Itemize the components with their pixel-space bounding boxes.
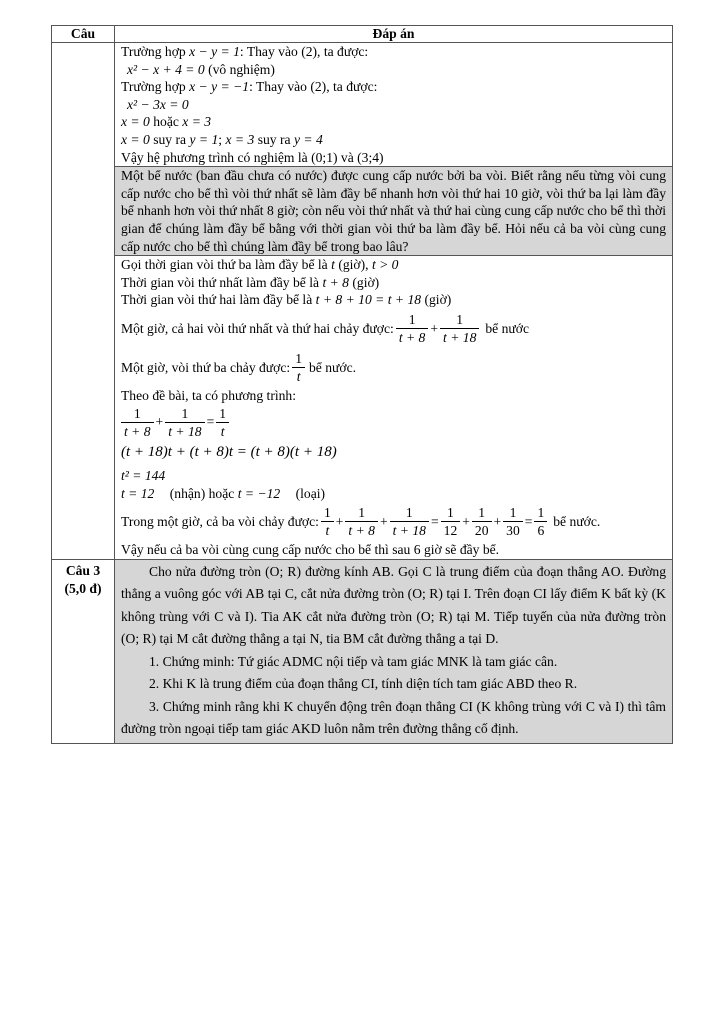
fraction: $\frac{1}{t + 8}$	[345, 504, 378, 539]
solution-line-1: Gọi thời gian vòi thứ ba làm đầy bể là t (giờ), t > 0	[121, 257, 399, 273]
fraction: $\frac{1}{t + 8}$	[396, 311, 429, 346]
fraction: $\frac{1}{t + 18}$	[390, 504, 429, 539]
fraction: $\frac{1}{t + 18}$	[165, 405, 204, 440]
three-taps-rate-line: Trong một giờ, cả ba vòi chảy được: $\frac{1}{t}$ + $\frac{1}{t + 8}$ + $\frac{1}{t + 18}$ = $\frac{1}{12}$ + $\frac{1}{20}$ + $\frac{1}{30}$ = $\frac{1}{6}$ bể nước.	[121, 505, 601, 539]
table-row	[52, 559, 673, 743]
fraction: $\frac{1}{6}$	[534, 504, 547, 539]
table-header-row	[52, 26, 673, 43]
expanded-equation: (t + 18)t + (t + 8)t = (t + 8)(t + 18)	[121, 443, 337, 460]
equation-no-solution: x² − x + 4 = 0 (vô nghiệm)	[127, 61, 275, 77]
question-3-item-1: 1. Chứng minh: Tứ giác ADMC nội tiếp và tam giác MNK là tam giác cân.	[149, 653, 558, 669]
fraction: $\frac{1}{t}$	[321, 504, 334, 539]
fraction: $\frac{1}{t}$	[216, 405, 229, 440]
solution-line-2: Thời gian vòi thứ nhất làm đầy bể là t + 8 (giờ)	[121, 274, 380, 290]
equation-quadratic: x² − 3x = 0	[127, 96, 189, 112]
fraction: $\frac{1}{t}$	[292, 350, 305, 385]
fraction: $\frac{1}{20}$	[472, 504, 492, 539]
header-cau: Câu	[52, 26, 115, 43]
header-dap-an: Đáp án	[115, 26, 673, 43]
third-tap-rate-line: Một giờ, vòi thứ ba chảy được: $\frac{1}{t}$ bể nước.	[121, 350, 356, 384]
final-conclusion: Vậy nếu cả ba vòi cùng cung cấp nước cho bể thì sau 6 giờ sẽ đầy bể.	[121, 542, 500, 558]
rate-equation: $\frac{1}{t + 8}$ + $\frac{1}{t + 18}$ = $\frac{1}{t}$	[121, 405, 666, 440]
empty-cau-cell	[52, 43, 115, 560]
two-taps-rate-line: Một giờ, cả hai vòi thứ nhất và thứ hai chảy được: $\frac{1}{t + 8}$ + $\frac{1}{t + 18}$ bể nước	[121, 311, 529, 345]
implication-line: x = 0 suy ra y = 1; x = 3 suy ra y = 4	[121, 131, 323, 147]
case-line-1: Trường hợp x − y = 1: Thay vào (2), ta được:	[121, 44, 369, 59]
case-line-2: Trường hợp x − y = −1: Thay vào (2), ta được:	[121, 79, 378, 95]
fraction: $\frac{1}{t + 8}$	[121, 405, 154, 440]
roots-line: x = 0 hoặc x = 3	[121, 114, 212, 130]
fraction: $\frac{1}{30}$	[503, 504, 523, 539]
question-3-item-3: 3. Chứng minh rằng khi K chuyển động trên đoạn thẳng CI (K không trùng với C và I) thì tâm đường tròn ngoại tiếp tam giác AKD luôn nằm trên đường thẳng cố định.	[121, 698, 666, 737]
table-row	[52, 43, 673, 167]
question-3-text: Cho nửa đường tròn (O; R) đường kính AB. Gọi C là trung điểm của đoạn thẳng AO. Đường thẳng a vuông góc với AB tại C, cắt nửa đường tròn (O; R) tại I. Trên đoạn CI lấy điểm K bất kỳ (K không trùng với C và I). Tia AK cắt nửa đường tròn (O; R) tại M. Tiếp tuyến của nửa đường tròn (O; R) tại M cắt đường thẳng a tại N, tia BM cắt đường thẳng a tại D.	[121, 563, 666, 647]
answer-table	[51, 25, 673, 744]
question-3-cell	[115, 559, 673, 743]
fraction: $\frac{1}{12}$	[441, 504, 461, 539]
equation-intro: Theo đề bài, ta có phương trình:	[121, 387, 296, 403]
system-conclusion: Vậy hệ phương trình có nghiệm là (0;1) và (3;4)	[121, 149, 384, 165]
t-solution-line: t = 12 (nhận) hoặc t = −12 (loại)	[121, 485, 326, 501]
water-tank-solution	[115, 256, 673, 560]
table-row	[52, 256, 673, 560]
case-analysis-cell	[115, 43, 673, 167]
question-points: (5,0 đ)	[64, 580, 102, 596]
solution-line-3: Thời gian vòi thứ hai làm đầy bể là t + 8 + 10 = t + 18 (giờ)	[121, 292, 452, 308]
table-row	[52, 167, 673, 256]
water-tank-problem: Một bể nước (ban đầu chưa có nước) được cung cấp nước bởi ba vòi. Biết rằng nếu từng vòi cung cấp nước cho bể thì vòi thứ nhất sẽ làm đầy bể nhanh hơn vòi thứ hai 10 giờ, vòi thứ ba lại làm đầy bể nhanh hơn vòi thứ nhất 8 giờ; còn nếu vòi thứ nhất và thứ hai cùng cung cấp nước cho bể thì thời gian để chúng làm đầy bể bằng với thời gian vòi thứ ba làm đầy bể. Hỏi nếu cả ba vòi cùng cung cấp nước cho bể thì chúng làm đầy bể trong bao lâu?	[115, 167, 673, 256]
question-label: Câu 3	[65, 562, 101, 578]
fraction: $\frac{1}{t + 18}$	[440, 311, 479, 346]
question-3-label-cell	[52, 559, 115, 743]
question-3-item-2: 2. Khi K là trung điểm của đoạn thẳng CI, tính diện tích tam giác ABD theo R.	[149, 676, 578, 692]
t-squared-line: t² = 144	[121, 468, 166, 484]
